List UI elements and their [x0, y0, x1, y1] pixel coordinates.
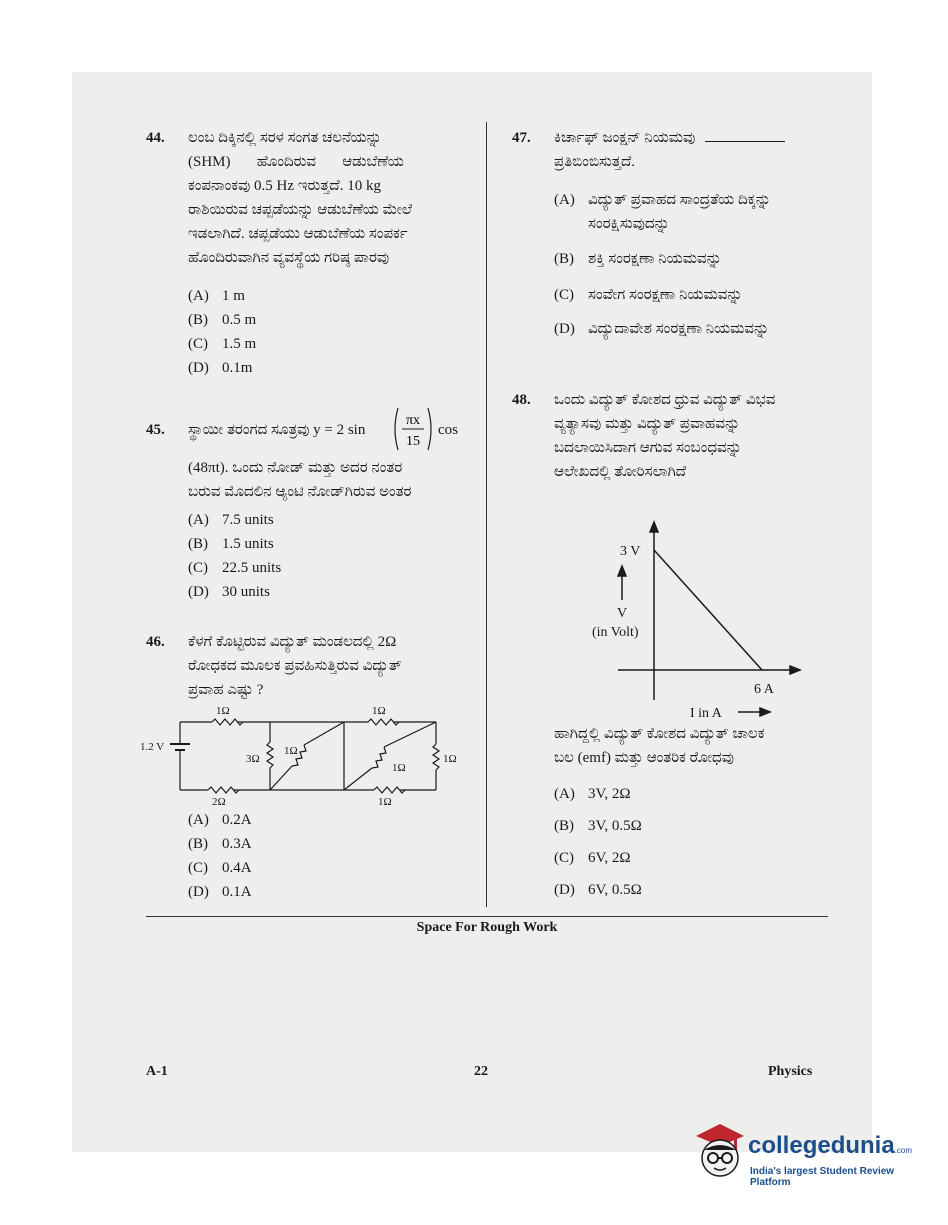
question-line: (SHM) ಹೊಂದಿರುವ ಆಡುಬೆಣೆಯ: [188, 154, 404, 170]
question-line: ಆಲೇಖದಲ್ಲಿ ತೋರಿಸಲಾಗಿದೆ: [554, 464, 687, 480]
question-number: 48.: [512, 392, 531, 408]
question-line: ರಾಶಿಯಿರುವ ಚಪ್ಪಡೆಯನ್ನು ಆಡುಬೆಣೆಯ ಮೇಲೆ: [188, 202, 413, 218]
logo-tagline: India's largest Student Review Platform: [750, 1166, 895, 1188]
question-line: ಬಲ (emf) ಮತ್ತು ಆಂತರಿಕ ರೋಧವು: [554, 750, 734, 766]
fraction-formula: [392, 404, 434, 454]
question-line: ಸ್ಥಾಯೀ ತರಂಗದ ಸೂತ್ರವು y = 2 sin: [188, 422, 366, 438]
question-number: 44.: [146, 130, 165, 146]
question-number: 46.: [146, 634, 165, 650]
option-c: (C) 1.5 m: [188, 336, 257, 352]
y-tick-label: 3 V: [620, 544, 641, 559]
y-axis-label: V: [617, 606, 628, 621]
question-45: [146, 404, 476, 504]
option-d: (D) ವಿದ್ಯುದಾವೇಶ ಸಂರಕ್ಷಣಾ ನಿಯಮವನ್ನು: [554, 321, 770, 337]
question-number: 45.: [146, 422, 165, 438]
question-line: ಲಂಬ ದಿಕ್ಕಿನಲ್ಲಿ ಸರಳ ಸಂಗತ ಚಲನೆಯನ್ನು: [188, 130, 382, 146]
resistor-label: 1Ω: [216, 705, 230, 717]
option-b: (B) 1.5 units: [188, 536, 274, 552]
resistor-label: 3Ω: [246, 753, 260, 765]
option-d: (D) 6V, 0.5Ω: [554, 882, 642, 898]
option-d: (D) 0.1A: [188, 884, 252, 900]
question-line: ಕಿರ್ಚಾಫ್ ಜಂಕ್ಷನ್ ನಿಯಮವು: [554, 130, 696, 146]
rough-work-rule: [146, 916, 828, 917]
option-a: (A) ವಿದ್ಯುತ್ ಪ್ರವಾಹದ ಸಾಂದ್ರತೆಯ ದಿಕ್ಕನ್ನು ಸಂರಕ್ಷಿಸುವುದನ್ನು: [554, 192, 771, 232]
fraction-denominator: 15: [406, 434, 420, 449]
footer-page-number: 22: [474, 1064, 488, 1079]
fraction-numerator: πx: [405, 413, 421, 428]
vi-graph: [588, 520, 808, 720]
resistor-label: 1Ω: [443, 753, 457, 765]
option-c: (C) 0.4A: [188, 860, 252, 876]
question-line: ಕೆಳಗೆ ಕೊಟ್ಟಿರುವ ವಿದ್ಯುತ್ ಮಂಡಲದಲ್ಲಿ 2Ω: [188, 634, 397, 650]
x-axis-label: I in A: [690, 706, 722, 720]
x-tick-label: 6 A: [754, 682, 774, 697]
resistor-label: 2Ω: [212, 796, 226, 808]
option-a: (A) 1 m: [188, 288, 245, 304]
footer-subject: Physics: [768, 1064, 813, 1079]
resistor-label: 1Ω: [284, 745, 298, 757]
question-line: ಪ್ರವಾಹ ಎಷ್ಟು ?: [188, 682, 264, 698]
circuit-diagram: [140, 700, 470, 810]
question-line: ವ್ಯತ್ಯಾಸವು ಮತ್ತು ವಿದ್ಯುತ್ ಪ್ರವಾಹವನ್ನು: [554, 416, 741, 432]
option-b: (B) 3V, 0.5Ω: [554, 818, 642, 834]
rough-work-heading: Space For Rough Work: [416, 920, 558, 935]
option-a: (A) 7.5 units: [188, 512, 274, 528]
logo-wordmark: collegedunia.com: [748, 1132, 913, 1159]
option-c: (C) 6V, 2Ω: [554, 850, 631, 866]
y-axis-unit: (in Volt): [592, 625, 639, 640]
question-number: 47.: [512, 130, 531, 146]
question-line: ಇಡಲಾಗಿದೆ. ಚಪ್ಪಡೆಯು ಆಡುಬೆಣೆಯ ಸಂಪರ್ಕ: [188, 226, 408, 242]
option-b: (B) 0.3A: [188, 836, 252, 852]
option-a: (A) 0.2A: [188, 812, 252, 828]
option-b: (B) ಶಕ್ತಿ ಸಂರಕ್ಷಣಾ ನಿಯಮವನ್ನು: [554, 251, 722, 267]
question-48-continued: [554, 722, 834, 770]
resistor-label: 1Ω: [378, 796, 392, 808]
question-line: ಬದಲಾಯಿಸಿದಾಗ ಆಗುವ ಸಂಬಂಧವನ್ನು: [554, 440, 742, 456]
answer-blank: [705, 127, 785, 142]
option-c: (C) 22.5 units: [188, 560, 282, 576]
option-a: (A) 3V, 2Ω: [554, 786, 631, 802]
question-line: cos: [438, 422, 458, 438]
question-line: ಪ್ರತಿಬಿಂಬಿಸುತ್ತದೆ.: [554, 154, 636, 170]
question-line: ಹೊಂದಿರುವಾಗಿನ ವ್ಯವಸ್ಥೆಯ ಗರಿಷ್ಠ ಪಾರವು: [188, 250, 390, 266]
question-line: ರೋಧಕದ ಮೂಲಕ ಪ್ರವಹಿಸುತ್ತಿರುವ ವಿದ್ಯುತ್: [188, 658, 402, 674]
resistor-label: 1Ω: [392, 762, 406, 774]
question-line: (48πt). ಒಂದು ನೋಡ್ ಮತ್ತು ಅದರ ನಂತರ: [188, 460, 403, 476]
option-b: (B) 0.5 m: [188, 312, 257, 328]
battery-label: 1.2 V: [140, 741, 165, 753]
question-line: ಕಂಪನಾಂಕವು 0.5 Hz ಇರುತ್ತದೆ. 10 kg: [188, 178, 381, 194]
resistor-label: 1Ω: [372, 705, 386, 717]
question-line: ಒಂದು ವಿದ್ಯುತ್ ಕೋಶದ ಧ್ರುವ ವಿದ್ಯುತ್ ವಿಭವ: [554, 392, 776, 408]
footer-booklet-code: A-1: [146, 1064, 168, 1079]
collegedunia-logo: [690, 1120, 920, 1190]
question-line: ಬರುವ ಮೊದಲಿನ ಆ್ಯಂಟಿ ನೋಡ್‌ಗಿರುವ ಅಂತರ: [188, 484, 412, 500]
option-c: (C) ಸಂವೇಗ ಸಂರಕ್ಷಣಾ ನಿಯಮವನ್ನು: [554, 287, 743, 303]
option-d: (D) 30 units: [188, 584, 270, 600]
option-d: (D) 0.1m: [188, 360, 253, 376]
graduate-icon: [690, 1120, 748, 1186]
column-divider: [486, 122, 487, 907]
question-line: ಹಾಗಿದ್ದಲ್ಲಿ ವಿದ್ಯುತ್ ಕೋಶದ ವಿದ್ಯುತ್ ಚಾಲಕ: [554, 726, 765, 742]
